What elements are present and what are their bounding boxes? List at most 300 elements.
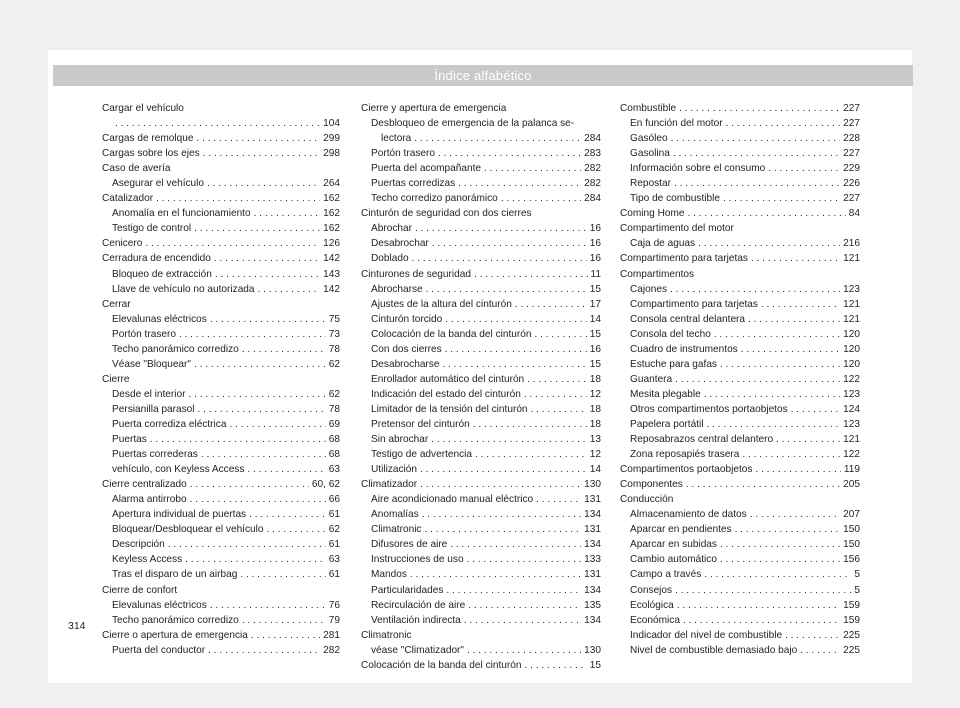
index-entry-page: 121 bbox=[843, 253, 860, 265]
leader-dots bbox=[201, 447, 326, 462]
index-entry-page: 123 bbox=[843, 418, 860, 430]
leader-dots bbox=[720, 537, 840, 552]
index-entry-label: En función del motor bbox=[630, 118, 723, 130]
index-entry bbox=[361, 161, 601, 176]
leader-dots bbox=[791, 402, 841, 417]
index-entry-label: Bloqueo de extracción bbox=[112, 268, 212, 280]
index-entry-label: Aparcar en subidas bbox=[630, 539, 717, 551]
index-entry-label: Recirculación de aire bbox=[371, 599, 466, 611]
index-entry-page: 229 bbox=[843, 163, 860, 175]
page-number: 314 bbox=[68, 620, 86, 632]
index-entry-label: Cargar el vehículo bbox=[102, 103, 184, 114]
index-entry bbox=[361, 522, 601, 537]
index-entry-page: 16 bbox=[589, 238, 601, 250]
header-band bbox=[53, 65, 913, 86]
index-entry-label: Keyless Access bbox=[112, 554, 183, 566]
index-entry-page: 78 bbox=[328, 343, 340, 355]
leader-dots bbox=[675, 372, 840, 387]
index-entry-page: 66 bbox=[328, 494, 340, 506]
leader-dots bbox=[242, 613, 326, 628]
index-entry-page: 284 bbox=[584, 133, 601, 145]
index-entry bbox=[361, 507, 601, 522]
index-entry-page: 133 bbox=[584, 554, 601, 566]
index-entry-page: 298 bbox=[323, 148, 340, 160]
index-entry-label: lectora bbox=[381, 133, 412, 145]
index-column-2 bbox=[361, 101, 601, 673]
leader-dots bbox=[748, 312, 840, 327]
leader-dots bbox=[190, 477, 309, 492]
leader-dots bbox=[535, 327, 587, 342]
index-entry bbox=[102, 176, 340, 191]
index-entry-label: Limitador de la tensión del cinturón bbox=[371, 403, 528, 415]
index-entry bbox=[620, 251, 860, 266]
index-entry-label: Elevalunas eléctricos bbox=[112, 313, 207, 325]
index-entry-page: 228 bbox=[843, 133, 860, 145]
index-entry-label: Puerta del conductor bbox=[112, 644, 206, 656]
leader-dots bbox=[475, 447, 587, 462]
index-entry-label: Campo a través bbox=[630, 569, 702, 581]
index-entry-label: Abrocharse bbox=[371, 283, 423, 295]
index-entry-label: Ajustes de la altura del cinturón bbox=[371, 298, 512, 310]
leader-dots bbox=[707, 417, 841, 432]
leader-dots bbox=[414, 131, 581, 146]
index-entry-page: 134 bbox=[584, 509, 601, 521]
leader-dots bbox=[714, 327, 840, 342]
leader-dots bbox=[704, 567, 851, 582]
index-entry-page: 227 bbox=[843, 118, 860, 130]
index-entry-label: Instrucciones de uso bbox=[371, 554, 464, 566]
index-entry-label: Mesita plegable bbox=[630, 388, 701, 400]
index-entry bbox=[620, 342, 860, 357]
index-entry-page: 226 bbox=[843, 178, 860, 190]
index-entry-page: 16 bbox=[589, 223, 601, 235]
index-entry bbox=[620, 643, 860, 658]
index-entry-page: 162 bbox=[323, 223, 340, 235]
index-entry bbox=[361, 492, 601, 507]
index-entry-label: Desabrochar bbox=[371, 238, 429, 250]
index-entry bbox=[361, 598, 601, 613]
index-entry bbox=[620, 598, 860, 613]
index-entry-label: Techo panorámico corredizo bbox=[112, 343, 239, 355]
index-entry bbox=[620, 116, 860, 131]
index-entry-page: 16 bbox=[589, 253, 601, 265]
leader-dots bbox=[761, 297, 840, 312]
index-entry-label: Doblado bbox=[371, 253, 409, 265]
index-entry-page: 264 bbox=[323, 178, 340, 190]
index-entry bbox=[361, 462, 601, 477]
leader-dots bbox=[527, 372, 587, 387]
index-entry-label: Apertura individual de puertas bbox=[112, 509, 247, 521]
leader-dots bbox=[258, 282, 321, 297]
index-entry-page: 162 bbox=[323, 208, 340, 220]
leader-dots bbox=[675, 583, 851, 598]
index-entry bbox=[361, 236, 601, 251]
index-entry-page: 5 bbox=[854, 584, 860, 596]
index-entry-label: Puertas correderas bbox=[112, 449, 198, 461]
index-entry-page: 124 bbox=[843, 403, 860, 415]
leader-dots bbox=[412, 251, 587, 266]
leader-dots bbox=[686, 477, 840, 492]
index-entry-label: Almacenamiento de datos bbox=[630, 509, 747, 521]
index-entry-page: 63 bbox=[328, 464, 340, 476]
index-entry bbox=[361, 176, 601, 191]
index-entry-page: 283 bbox=[584, 148, 601, 160]
leader-dots bbox=[467, 643, 581, 658]
index-entry bbox=[361, 387, 601, 402]
index-entry bbox=[361, 282, 601, 297]
index-entry bbox=[102, 101, 340, 116]
index-entry-page: 15 bbox=[589, 659, 601, 671]
index-entry bbox=[361, 342, 601, 357]
index-entry-label: Descripción bbox=[112, 539, 165, 551]
leader-dots bbox=[445, 342, 587, 357]
leader-dots bbox=[720, 552, 840, 567]
leader-dots bbox=[267, 522, 326, 537]
leader-dots bbox=[670, 282, 840, 297]
leader-dots bbox=[464, 613, 581, 628]
leader-dots bbox=[677, 598, 840, 613]
leader-dots bbox=[698, 236, 840, 251]
leader-dots bbox=[742, 447, 840, 462]
index-entry-page: 150 bbox=[843, 539, 860, 551]
index-entry-label: Otros compartimentos portaobjetos bbox=[630, 403, 788, 415]
leader-dots bbox=[473, 417, 587, 432]
index-entry-label: Enrollador automático del cinturón bbox=[371, 373, 525, 385]
index-entry-page: 227 bbox=[843, 103, 860, 114]
leader-dots bbox=[768, 161, 840, 176]
index-entry bbox=[102, 417, 340, 432]
index-entry-label: Cargas de remolque bbox=[102, 133, 194, 145]
index-entry-page: 14 bbox=[589, 464, 601, 476]
index-entry-label: véase "Climatizador" bbox=[371, 644, 464, 656]
index-entry-label: Puertas bbox=[112, 434, 147, 446]
index-entry-page: 131 bbox=[584, 569, 601, 581]
index-entry-label: Desabrocharse bbox=[371, 358, 440, 370]
leader-dots bbox=[242, 342, 326, 357]
index-entry bbox=[102, 583, 340, 598]
leader-dots bbox=[741, 342, 840, 357]
index-entry-page: 134 bbox=[584, 614, 601, 626]
leader-dots bbox=[704, 387, 840, 402]
leader-dots bbox=[671, 131, 841, 146]
index-entry-page: 121 bbox=[843, 434, 860, 446]
index-entry-label: Alarma antirrobo bbox=[112, 494, 187, 506]
index-entry bbox=[361, 658, 601, 673]
index-entry-label: Particularidades bbox=[371, 584, 444, 596]
index-entry bbox=[620, 447, 860, 462]
index-entry bbox=[620, 537, 860, 552]
index-entry-label: Abrochar bbox=[371, 223, 412, 235]
leader-dots bbox=[751, 251, 840, 266]
page-title: Índice alfabético bbox=[434, 68, 532, 83]
leader-dots bbox=[673, 146, 840, 161]
leader-dots bbox=[115, 116, 320, 131]
index-entry bbox=[361, 206, 601, 221]
index-entry-label: Gasóleo bbox=[630, 133, 668, 145]
index-entry-page: 73 bbox=[328, 328, 340, 340]
leader-dots bbox=[531, 402, 587, 417]
index-entry bbox=[361, 372, 601, 387]
index-entry-page: 18 bbox=[589, 418, 601, 430]
index-entry bbox=[361, 643, 601, 658]
index-entry-page: 123 bbox=[843, 283, 860, 295]
index-entry bbox=[102, 282, 340, 297]
index-entry bbox=[620, 176, 860, 191]
index-entry bbox=[620, 101, 860, 116]
index-entry bbox=[361, 327, 601, 342]
index-entry bbox=[620, 402, 860, 417]
index-entry-page: 225 bbox=[843, 644, 860, 656]
index-entry-label: Cierre bbox=[102, 373, 130, 385]
index-entry bbox=[102, 643, 340, 658]
index-entry-page: 61 bbox=[328, 539, 340, 551]
leader-dots bbox=[207, 176, 320, 191]
leader-dots bbox=[776, 432, 840, 447]
index-entry-page: 120 bbox=[843, 328, 860, 340]
leader-dots bbox=[156, 191, 320, 206]
index-entry-label: Persianilla parasol bbox=[112, 403, 195, 415]
index-entry-page: 16 bbox=[589, 343, 601, 355]
index-entry-label: Climatronic bbox=[371, 524, 422, 536]
index-entry-page: 14 bbox=[589, 313, 601, 325]
index-entry-label: Papelera portátil bbox=[630, 418, 704, 430]
index-entry bbox=[361, 583, 601, 598]
leader-dots bbox=[420, 462, 587, 477]
leader-dots bbox=[484, 161, 581, 176]
index-entry-label: Pretensor del cinturón bbox=[371, 418, 470, 430]
index-entry-label: Difusores de aire bbox=[371, 539, 448, 551]
index-entry bbox=[102, 492, 340, 507]
index-entry-label: Portón trasero bbox=[112, 328, 176, 340]
leader-dots bbox=[720, 357, 840, 372]
index-entry-page: 18 bbox=[589, 403, 601, 415]
index-entry-page: 78 bbox=[328, 403, 340, 415]
index-entry-label: Anomalías bbox=[371, 509, 419, 521]
leader-dots bbox=[424, 522, 581, 537]
index-entry-label: Testigo de control bbox=[112, 223, 192, 235]
leader-dots bbox=[683, 613, 840, 628]
index-entry-page: 60, 62 bbox=[311, 479, 340, 491]
index-entry bbox=[102, 447, 340, 462]
leader-dots bbox=[525, 658, 587, 673]
index-entry-page: 131 bbox=[584, 524, 601, 536]
index-entry-page: 120 bbox=[843, 358, 860, 370]
index-entry-label: Desde el interior bbox=[112, 388, 186, 400]
index-entry-label: vehículo, con Keyless Access bbox=[112, 464, 245, 476]
index-entry bbox=[102, 432, 340, 447]
index-entry-label: Gasolina bbox=[630, 148, 670, 160]
index-entry-label: Conducción bbox=[620, 494, 674, 506]
index-entry-label: Climatizador bbox=[361, 479, 418, 491]
index-entry-page: 61 bbox=[328, 569, 340, 581]
index-entry bbox=[620, 191, 860, 206]
index-entry-label: Climatronic bbox=[361, 629, 412, 641]
index-entry-label: Económica bbox=[630, 614, 680, 626]
index-entry-page: 121 bbox=[843, 313, 860, 325]
index-entry-label: Anomalía en el funcionamiento bbox=[112, 208, 251, 220]
leader-dots bbox=[150, 432, 326, 447]
index-entry bbox=[620, 477, 860, 492]
leader-dots bbox=[726, 116, 841, 131]
leader-dots bbox=[249, 507, 326, 522]
index-entry bbox=[102, 131, 340, 146]
index-entry-page: 75 bbox=[328, 313, 340, 325]
leader-dots bbox=[431, 432, 587, 447]
index-entry-page: 122 bbox=[843, 449, 860, 461]
index-entry bbox=[102, 191, 340, 206]
index-entry-label: Cierre de confort bbox=[102, 584, 178, 596]
index-entry-page: 68 bbox=[328, 434, 340, 446]
index-entry bbox=[361, 357, 601, 372]
index-entry bbox=[102, 206, 340, 221]
index-entry-label: Compartimento del motor bbox=[620, 223, 734, 235]
index-entry-page: 119 bbox=[843, 464, 860, 476]
index-entry bbox=[361, 537, 601, 552]
leader-dots bbox=[755, 462, 840, 477]
index-entry-label: Techo corredizo panorámico bbox=[371, 193, 498, 205]
index-entry bbox=[102, 146, 340, 161]
index-entry-page: 17 bbox=[589, 298, 601, 310]
index-entry-page: 15 bbox=[589, 283, 601, 295]
index-entry-label: Componentes bbox=[620, 479, 683, 491]
index-entry-page: 131 bbox=[584, 494, 601, 506]
index-entry bbox=[361, 417, 601, 432]
index-entry-label: Información sobre el consumo bbox=[630, 163, 766, 175]
index-entry bbox=[102, 598, 340, 613]
index-entry-label: Sin abrochar bbox=[371, 434, 429, 446]
index-entry-label: Cierre centralizado bbox=[102, 479, 187, 491]
leader-dots bbox=[450, 537, 581, 552]
leader-dots bbox=[785, 628, 840, 643]
index-entry-page: 62 bbox=[328, 524, 340, 536]
index-entry bbox=[102, 507, 340, 522]
index-entry-label: Reposabrazos central delantero bbox=[630, 434, 774, 446]
index-entry bbox=[361, 251, 601, 266]
index-entry-page: 126 bbox=[323, 238, 340, 250]
index-entry-page: 225 bbox=[843, 629, 860, 641]
index-entry bbox=[620, 357, 860, 372]
index-entry bbox=[620, 146, 860, 161]
index-entry-page: 284 bbox=[584, 193, 601, 205]
index-entry-label: Ecológica bbox=[630, 599, 674, 611]
index-entry-label: Compartimentos bbox=[620, 268, 695, 280]
leader-dots bbox=[185, 552, 326, 567]
index-entry bbox=[620, 417, 860, 432]
index-entry-label: Tipo de combustible bbox=[630, 193, 720, 205]
index-entry-page: 122 bbox=[843, 373, 860, 385]
index-entry-label: Colocación de la banda del cinturón bbox=[361, 659, 522, 671]
index-entry bbox=[102, 221, 340, 236]
index-entry-label: Colocación de la banda del cinturón bbox=[371, 328, 532, 340]
index-entry-page: 15 bbox=[589, 358, 601, 370]
index-entry bbox=[102, 628, 340, 643]
index-entry bbox=[361, 432, 601, 447]
leader-dots bbox=[251, 628, 320, 643]
leader-dots bbox=[168, 537, 326, 552]
leader-dots bbox=[189, 387, 326, 402]
leader-dots bbox=[179, 327, 326, 342]
index-entry bbox=[102, 342, 340, 357]
index-entry-page: 205 bbox=[843, 479, 860, 491]
index-entry bbox=[620, 221, 860, 236]
index-entry-label: Utilización bbox=[371, 464, 417, 476]
leader-dots bbox=[229, 417, 325, 432]
index-entry-page: 11 bbox=[590, 268, 601, 280]
leader-dots bbox=[524, 387, 587, 402]
index-entry bbox=[361, 402, 601, 417]
index-entry bbox=[361, 447, 601, 462]
index-entry-page: 134 bbox=[584, 539, 601, 551]
index-entry-page: 5 bbox=[854, 569, 860, 581]
index-entry-page: 282 bbox=[323, 644, 340, 656]
index-entry-label: Tras el disparo de un airbag bbox=[112, 569, 238, 581]
index-entry-label: Combustible bbox=[620, 103, 677, 114]
index-entry-label: Zona reposapiés trasera bbox=[630, 449, 740, 461]
index-entry bbox=[102, 312, 340, 327]
leader-dots bbox=[674, 176, 840, 191]
index-entry bbox=[102, 567, 340, 582]
index-entry bbox=[102, 372, 340, 387]
index-entry-label: Cierre o apertura de emergencia bbox=[102, 629, 248, 641]
index-entry bbox=[620, 267, 860, 282]
index-entry-page: 15 bbox=[589, 328, 601, 340]
index-entry bbox=[102, 357, 340, 372]
index-column-3 bbox=[620, 101, 860, 658]
index-entry bbox=[620, 522, 860, 537]
index-entry bbox=[620, 552, 860, 567]
index-entry-page: 159 bbox=[843, 614, 860, 626]
leader-dots bbox=[426, 282, 587, 297]
index-entry bbox=[102, 477, 340, 492]
index-entry-page: 12 bbox=[589, 449, 601, 461]
index-entry-page: 162 bbox=[323, 193, 340, 205]
index-entry-label: Catalizador bbox=[102, 193, 154, 205]
index-entry-page: 142 bbox=[323, 283, 340, 295]
index-entry-page: 142 bbox=[323, 253, 340, 265]
index-entry-page: 68 bbox=[328, 449, 340, 461]
index-entry-label: Estuche para gafas bbox=[630, 358, 717, 370]
leader-dots bbox=[254, 206, 321, 221]
index-entry bbox=[620, 236, 860, 251]
leader-dots bbox=[203, 146, 321, 161]
index-entry-label: Cerrar bbox=[102, 298, 131, 310]
index-entry-label: Elevalunas eléctricos bbox=[112, 599, 207, 611]
index-entry bbox=[361, 613, 601, 628]
leader-dots bbox=[723, 191, 840, 206]
leader-dots bbox=[445, 312, 587, 327]
index-entry-page: 61 bbox=[328, 509, 340, 521]
index-entry bbox=[620, 297, 860, 312]
index-entry-label: Cinturón de seguridad con dos cierres bbox=[361, 208, 532, 220]
index-entry-label: Mandos bbox=[371, 569, 407, 581]
leader-dots bbox=[467, 552, 582, 567]
index-entry bbox=[102, 522, 340, 537]
index-entry-label: Guantera bbox=[630, 373, 673, 385]
index-entry-label: Llave de vehículo no autorizada bbox=[112, 283, 255, 295]
index-entry-label: Puertas corredizas bbox=[371, 178, 456, 190]
index-entry bbox=[361, 146, 601, 161]
index-entry-label: Consola central delantera bbox=[630, 313, 746, 325]
leader-dots bbox=[190, 492, 326, 507]
leader-dots bbox=[442, 357, 586, 372]
leader-dots bbox=[208, 643, 320, 658]
leader-dots bbox=[438, 146, 581, 161]
index-entry-label: Véase "Bloquear" bbox=[112, 358, 191, 370]
index-entry bbox=[102, 402, 340, 417]
index-entry bbox=[102, 161, 340, 176]
leader-dots bbox=[458, 176, 581, 191]
index-entry-page: 69 bbox=[328, 418, 340, 430]
